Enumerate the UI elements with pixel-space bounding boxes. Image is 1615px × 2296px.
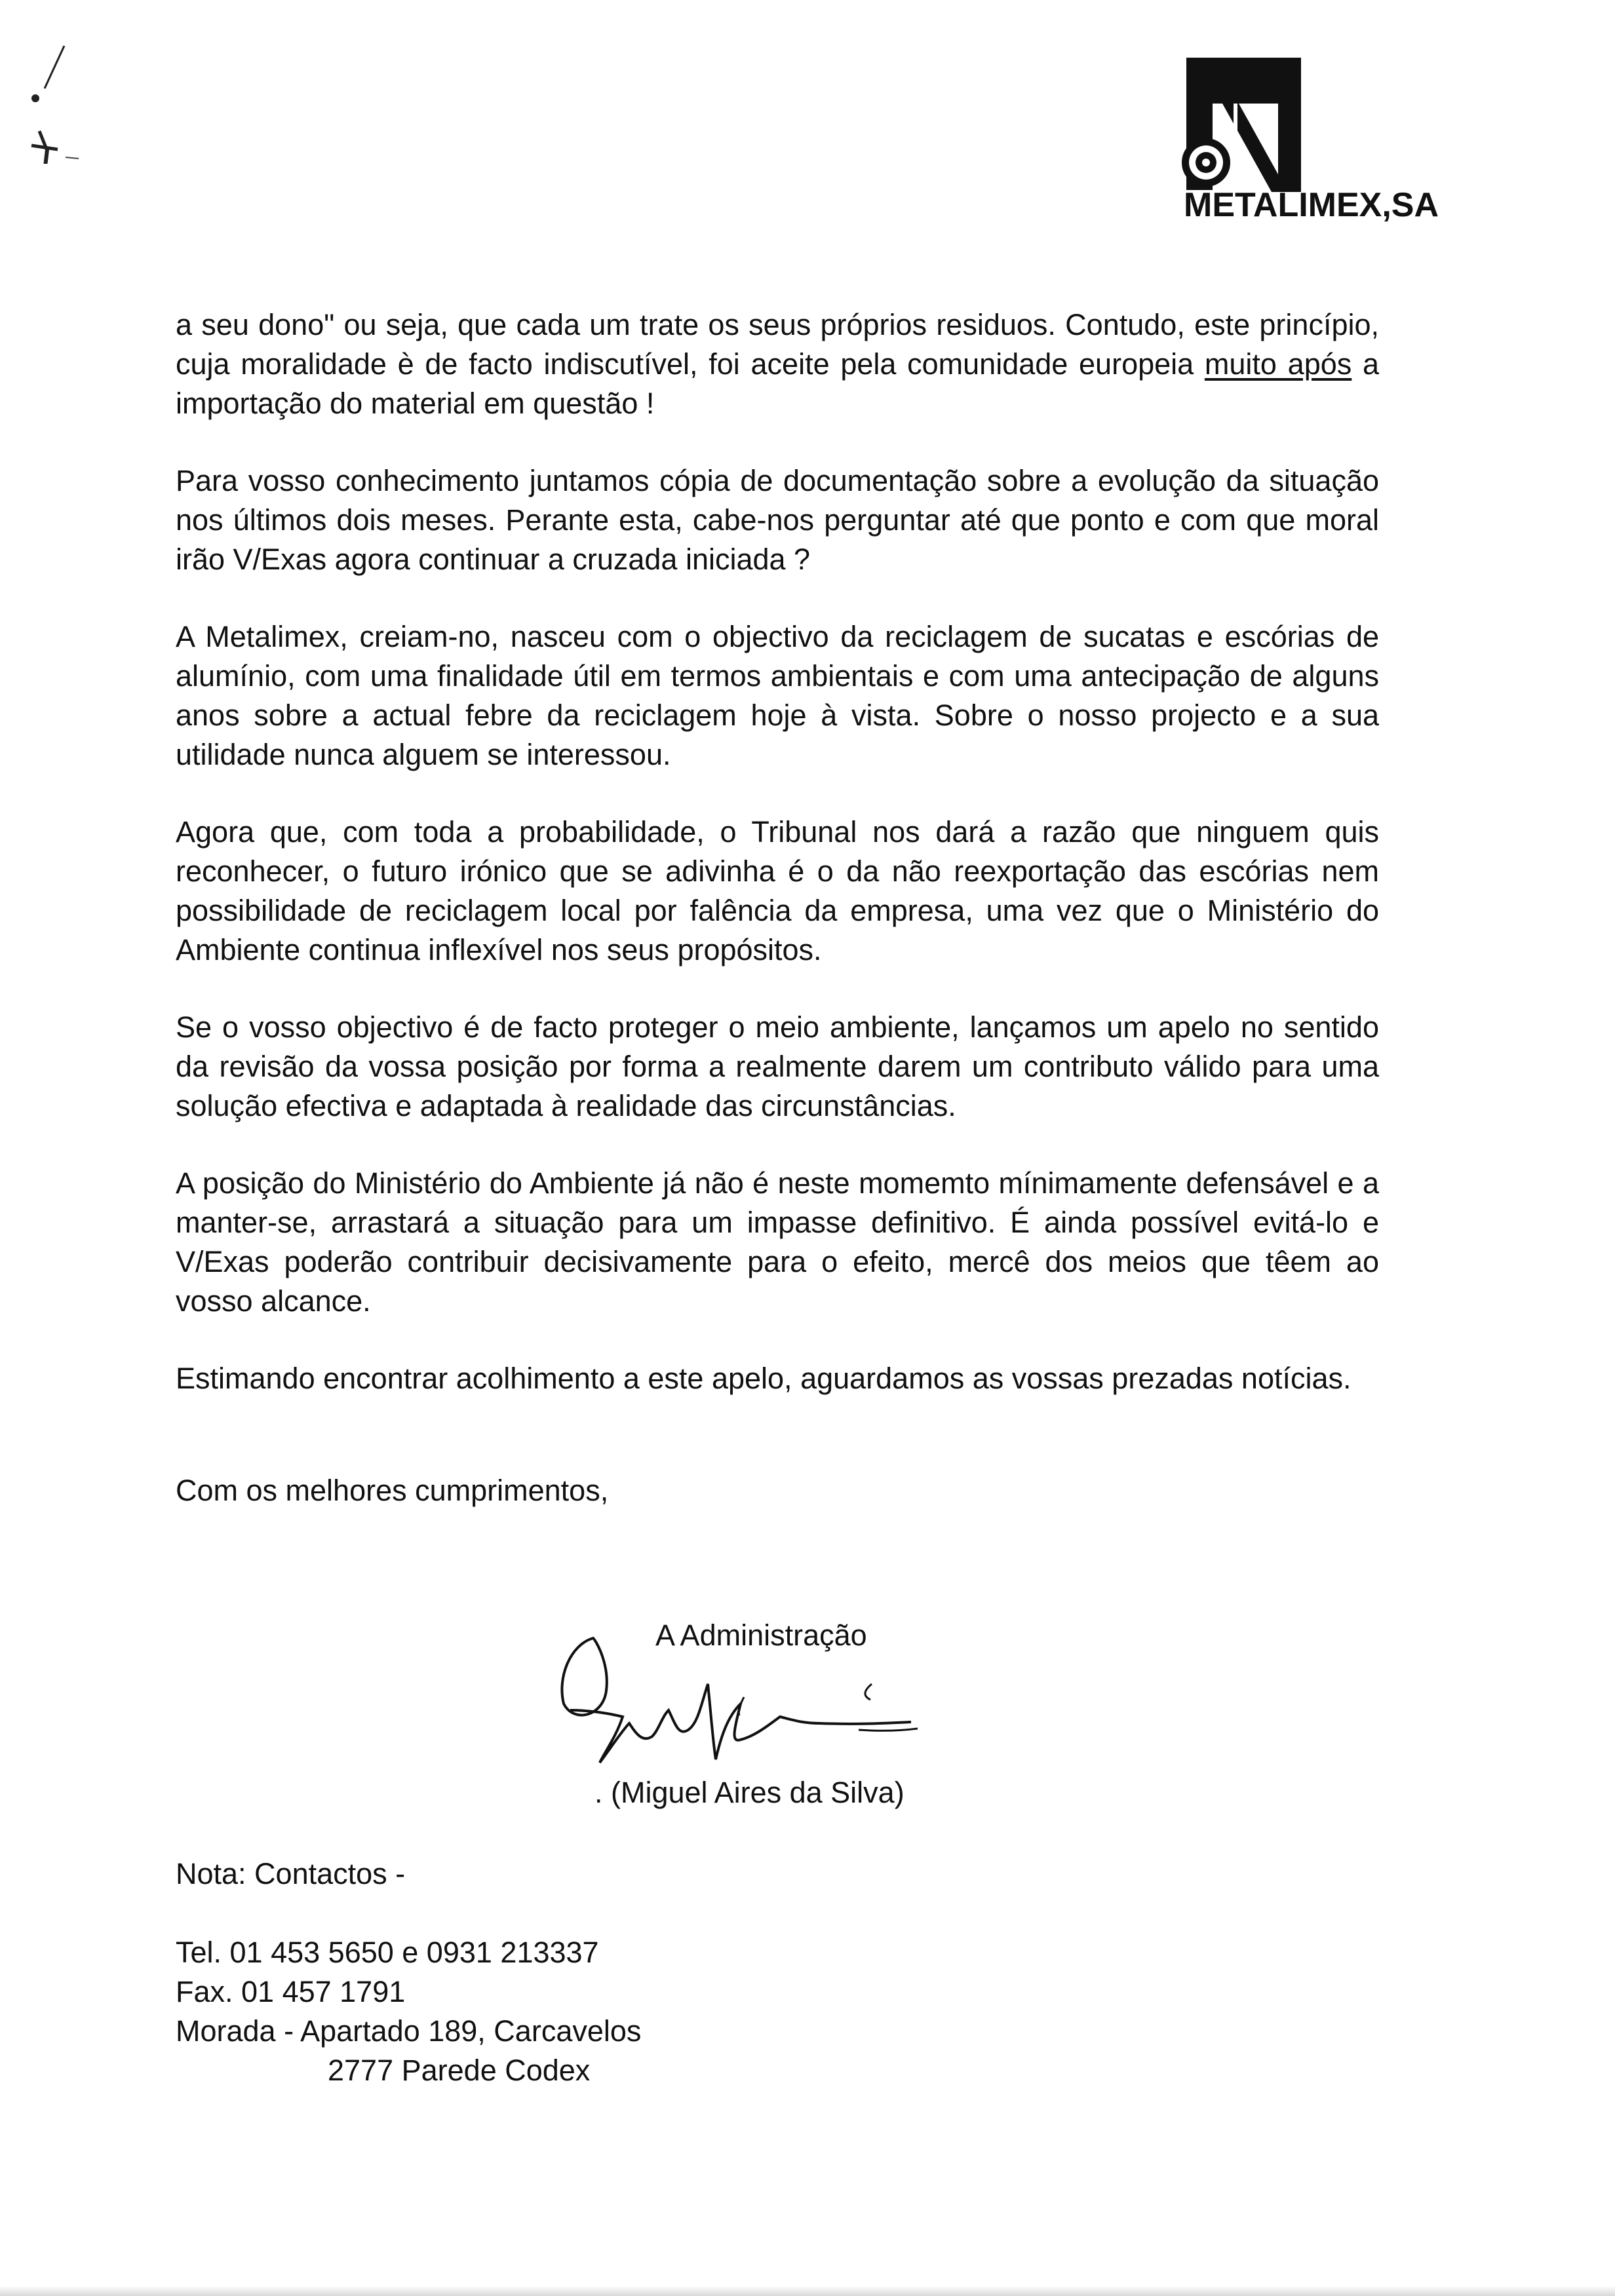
scan-bottom-edge [0, 2286, 1615, 2296]
contact-tel: Tel. 01 453 5650 e 0931 213337 [176, 1936, 599, 1969]
contact-address-line2: 2777 Parede Codex [328, 2054, 591, 2087]
underlined-phrase: muito após [1204, 347, 1352, 381]
letter-body [176, 305, 1379, 1436]
contacts-block [176, 1854, 641, 2090]
letter-paragraph [176, 305, 1379, 423]
company-name: METALIMEX,SA [1184, 186, 1439, 224]
metalimex-logo-icon [1180, 52, 1304, 193]
closing-line: Com os melhores cumprimentos, [176, 1474, 609, 1507]
contacts-heading: Nota: Contactos - [176, 1857, 406, 1890]
paragraph-text: a importação do material em questão ! [176, 347, 1380, 420]
letter-paragraph [176, 1008, 1379, 1126]
letter-paragraph [176, 1359, 1379, 1398]
paragraph-text: A posição do Ministério do Ambiente já não é neste momemto mínimamente defensável e a manter-se, arrastará a situação para um impasse definitivo. É ainda possível evitá-lo e V/Exas poderão contribuir decisivamente para o efeito, mercê dos meios que têem ao vosso alcance. [176, 1166, 1379, 1318]
paragraph-text: Estimando encontrar acolhimento a este apelo, aguardamos as vossas prezadas notícias. [176, 1362, 1352, 1395]
letter-paragraph [176, 617, 1379, 775]
admin-title: A Administração [655, 1618, 867, 1652]
letter-paragraph [176, 461, 1379, 579]
signer-name: . (Miguel Aires da Silva) [594, 1776, 905, 1809]
paragraph-text: A Metalimex, creiam-no, nasceu com o objectivo da reciclagem de sucatas e escórias de alumínio, com uma finalidade útil em termos ambientais e com uma antecipação de alguns anos sobre a actual febre da reciclagem hoje à vista. Sobre o nosso projecto e a sua utilidade nunca alguem se interessou. [176, 620, 1379, 771]
letter-paragraph [176, 1164, 1379, 1321]
contact-address-line1: Morada - Apartado 189, Carcavelos [176, 2014, 642, 2048]
paragraph-text: Para vosso conhecimento juntamos cópia de documentação sobre a evolução da situação nos últimos dois meses. Perante esta, cabe-nos perguntar até que ponto e com que moral irão V/Exas agora continuar a cruzada iniciada ? [176, 464, 1379, 576]
paragraph-text: Agora que, com toda a probabilidade, o Tribunal nos dará a razão que ninguem quis reconhecer, o futuro irónico que se adivinha é o da não reexportação das escórias nem possibilidade de reciclagem local por falência da empresa, uma vez que o Ministério do Ambiente continua inflexível nos seus propósitos. [176, 815, 1379, 966]
contact-fax: Fax. 01 457 1791 [176, 1975, 406, 2008]
paragraph-text: a seu dono" ou seja, que cada um trate os seus próprios residuos. Contudo, este princípio, cuja moralidade è de facto indiscutível, foi aceite pela comunidade europeia [176, 308, 1379, 381]
letter-paragraph [176, 813, 1379, 970]
paragraph-text: Se o vosso objectivo é de facto proteger o meio ambiente, lançamos um apelo no sentido da revisão da vossa posição por forma a realmente darem um contributo válido para uma solução efectiva e adaptada à realidade das circunstâncias. [176, 1010, 1379, 1122]
company-logo [1180, 52, 1481, 229]
scan-marks-icon [13, 33, 92, 164]
